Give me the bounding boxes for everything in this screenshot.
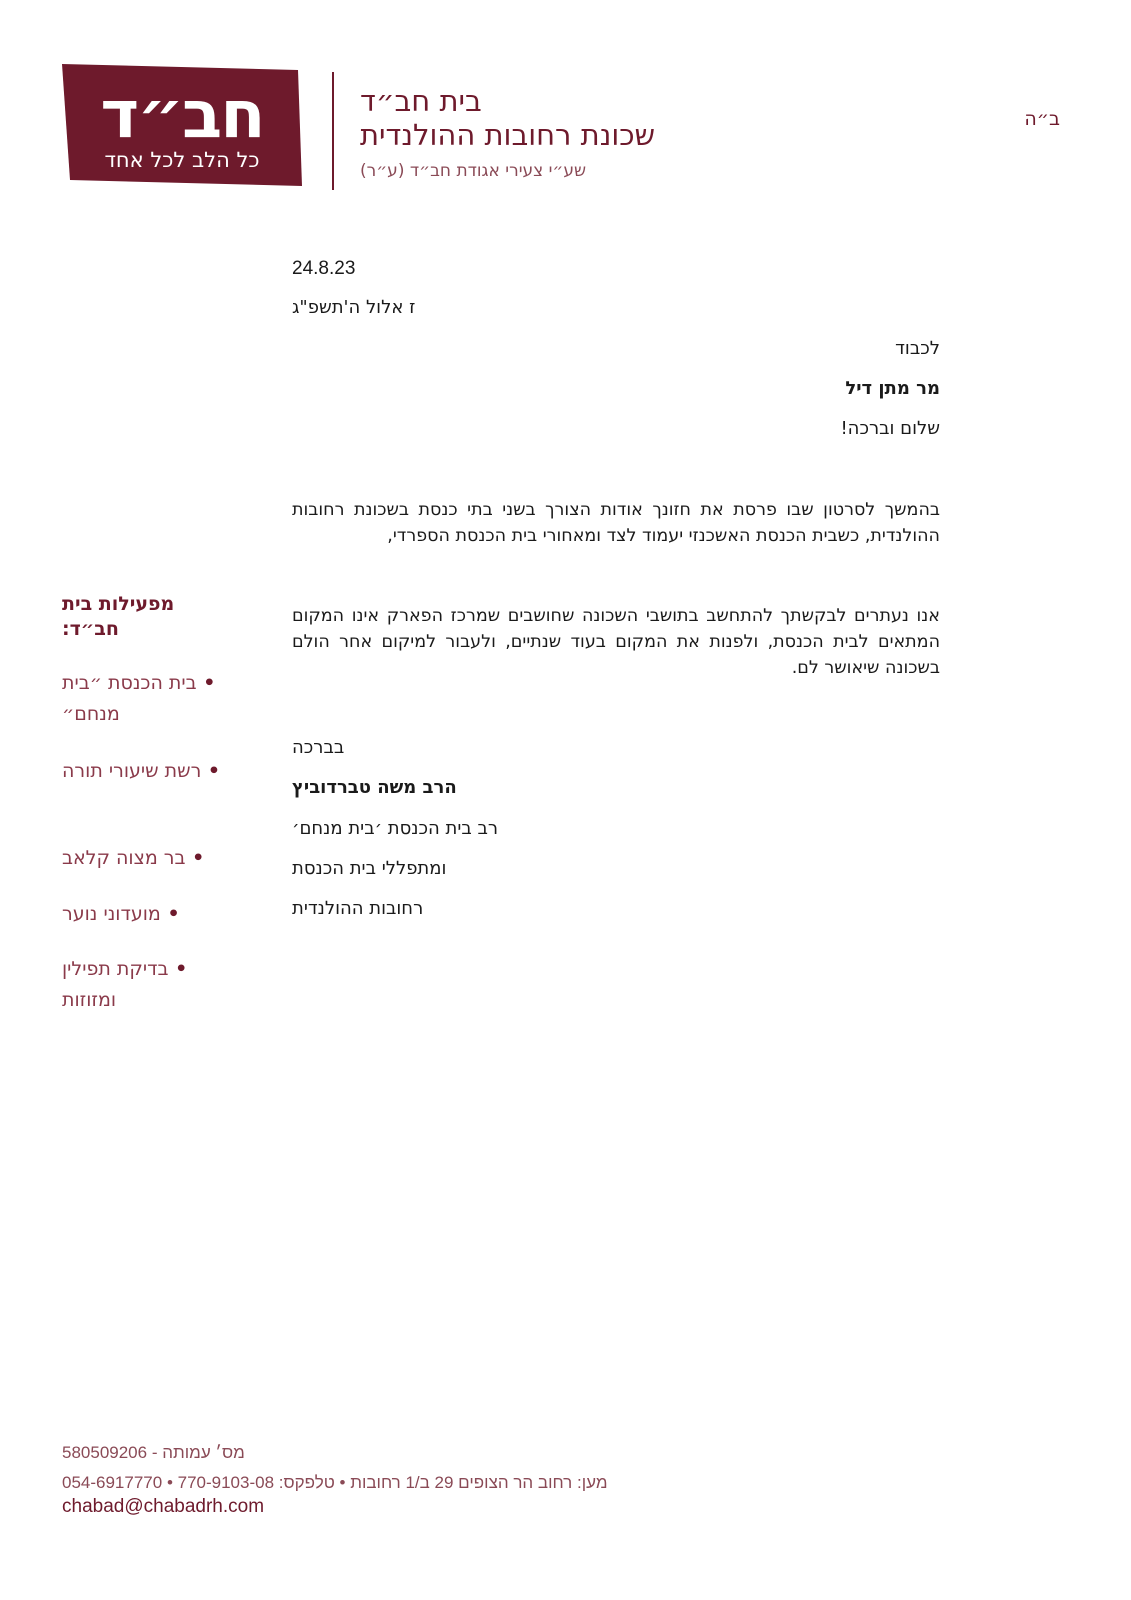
greeting: שלום וברכה!: [840, 418, 940, 439]
signer-title: רב בית הכנסת ׳בית מנחם׳: [292, 818, 499, 839]
footer-email-link[interactable]: chabad@chabadrh.com: [62, 1496, 265, 1517]
signer-title: ומתפללי בית הכנסת: [292, 858, 447, 879]
paragraph-1: בהמשך לסרטון שבו פרסת את חזונך אודות הצורך בשני בתי כנסת בשכונת רחובות ההולנדית, כשבית הכנסת האשכנזי יעמוד לצד ומאחורי בית הכנסת הספרדי,: [292, 500, 940, 546]
signer-title: רחובות ההולנדית: [292, 898, 424, 919]
activity-item: • בר מצוה קלאב: [62, 847, 205, 869]
activity-item: • בדיקת תפילין ומזוזות: [62, 958, 188, 1011]
bullet-icon: •: [168, 958, 188, 980]
logo-wordmark: חב״ד: [100, 76, 264, 153]
bullet-icon: •: [185, 847, 205, 869]
bullet-icon: •: [201, 760, 221, 782]
activities-heading: מפעילות בית חב״ד:: [62, 593, 175, 640]
bh-mark: ב״ה: [1024, 108, 1060, 130]
letter-date: 24.8.23: [292, 258, 356, 279]
bullet-icon: •: [160, 903, 180, 925]
activity-item: • מועדוני נוער: [62, 903, 180, 925]
org-name: בית חב״ד: [360, 84, 482, 118]
signer-name: הרב משה טברדוביץ: [292, 777, 457, 798]
footer-contact: מען: רחוב הר הצופים 29 ב/1 רחובות • טלפקס: 770-9103-08 • 054-6917770: [62, 1473, 608, 1492]
activity-item: • רשת שיעורי תורה: [62, 760, 221, 782]
addressee-name: מר מתן דיל: [845, 378, 940, 399]
footer-ngo-number: מס׳ עמותה - 580509206: [62, 1443, 245, 1462]
bullet-icon: •: [196, 672, 216, 694]
paragraph-2: אנו נעתרים לבקשתך להתחשב בתושבי השכונה שחושבים שמרכז הפארק אינו המקום המתאים לבית הכנסת, ולפנות את המקום בעוד שנתיים, ולעבור למיקום אחר הולם בשכונה שיאושר לם.: [292, 606, 940, 678]
closing: בברכה: [292, 737, 345, 758]
addressee-prefix: לכבוד: [895, 338, 940, 359]
org-affiliation: שע״י צעירי אגודת חב״ד (ע״ר): [360, 161, 587, 181]
activity-item: • בית הכנסת ״בית מנחם״: [62, 672, 216, 725]
org-neighborhood: שכונת רחובות ההולנדית: [360, 118, 656, 152]
logo-tagline: כל הלב לכל אחד: [104, 148, 260, 172]
header-divider: [332, 72, 334, 190]
letter-hebrew-date: ז אלול ה'תשפ"ג: [292, 297, 416, 318]
